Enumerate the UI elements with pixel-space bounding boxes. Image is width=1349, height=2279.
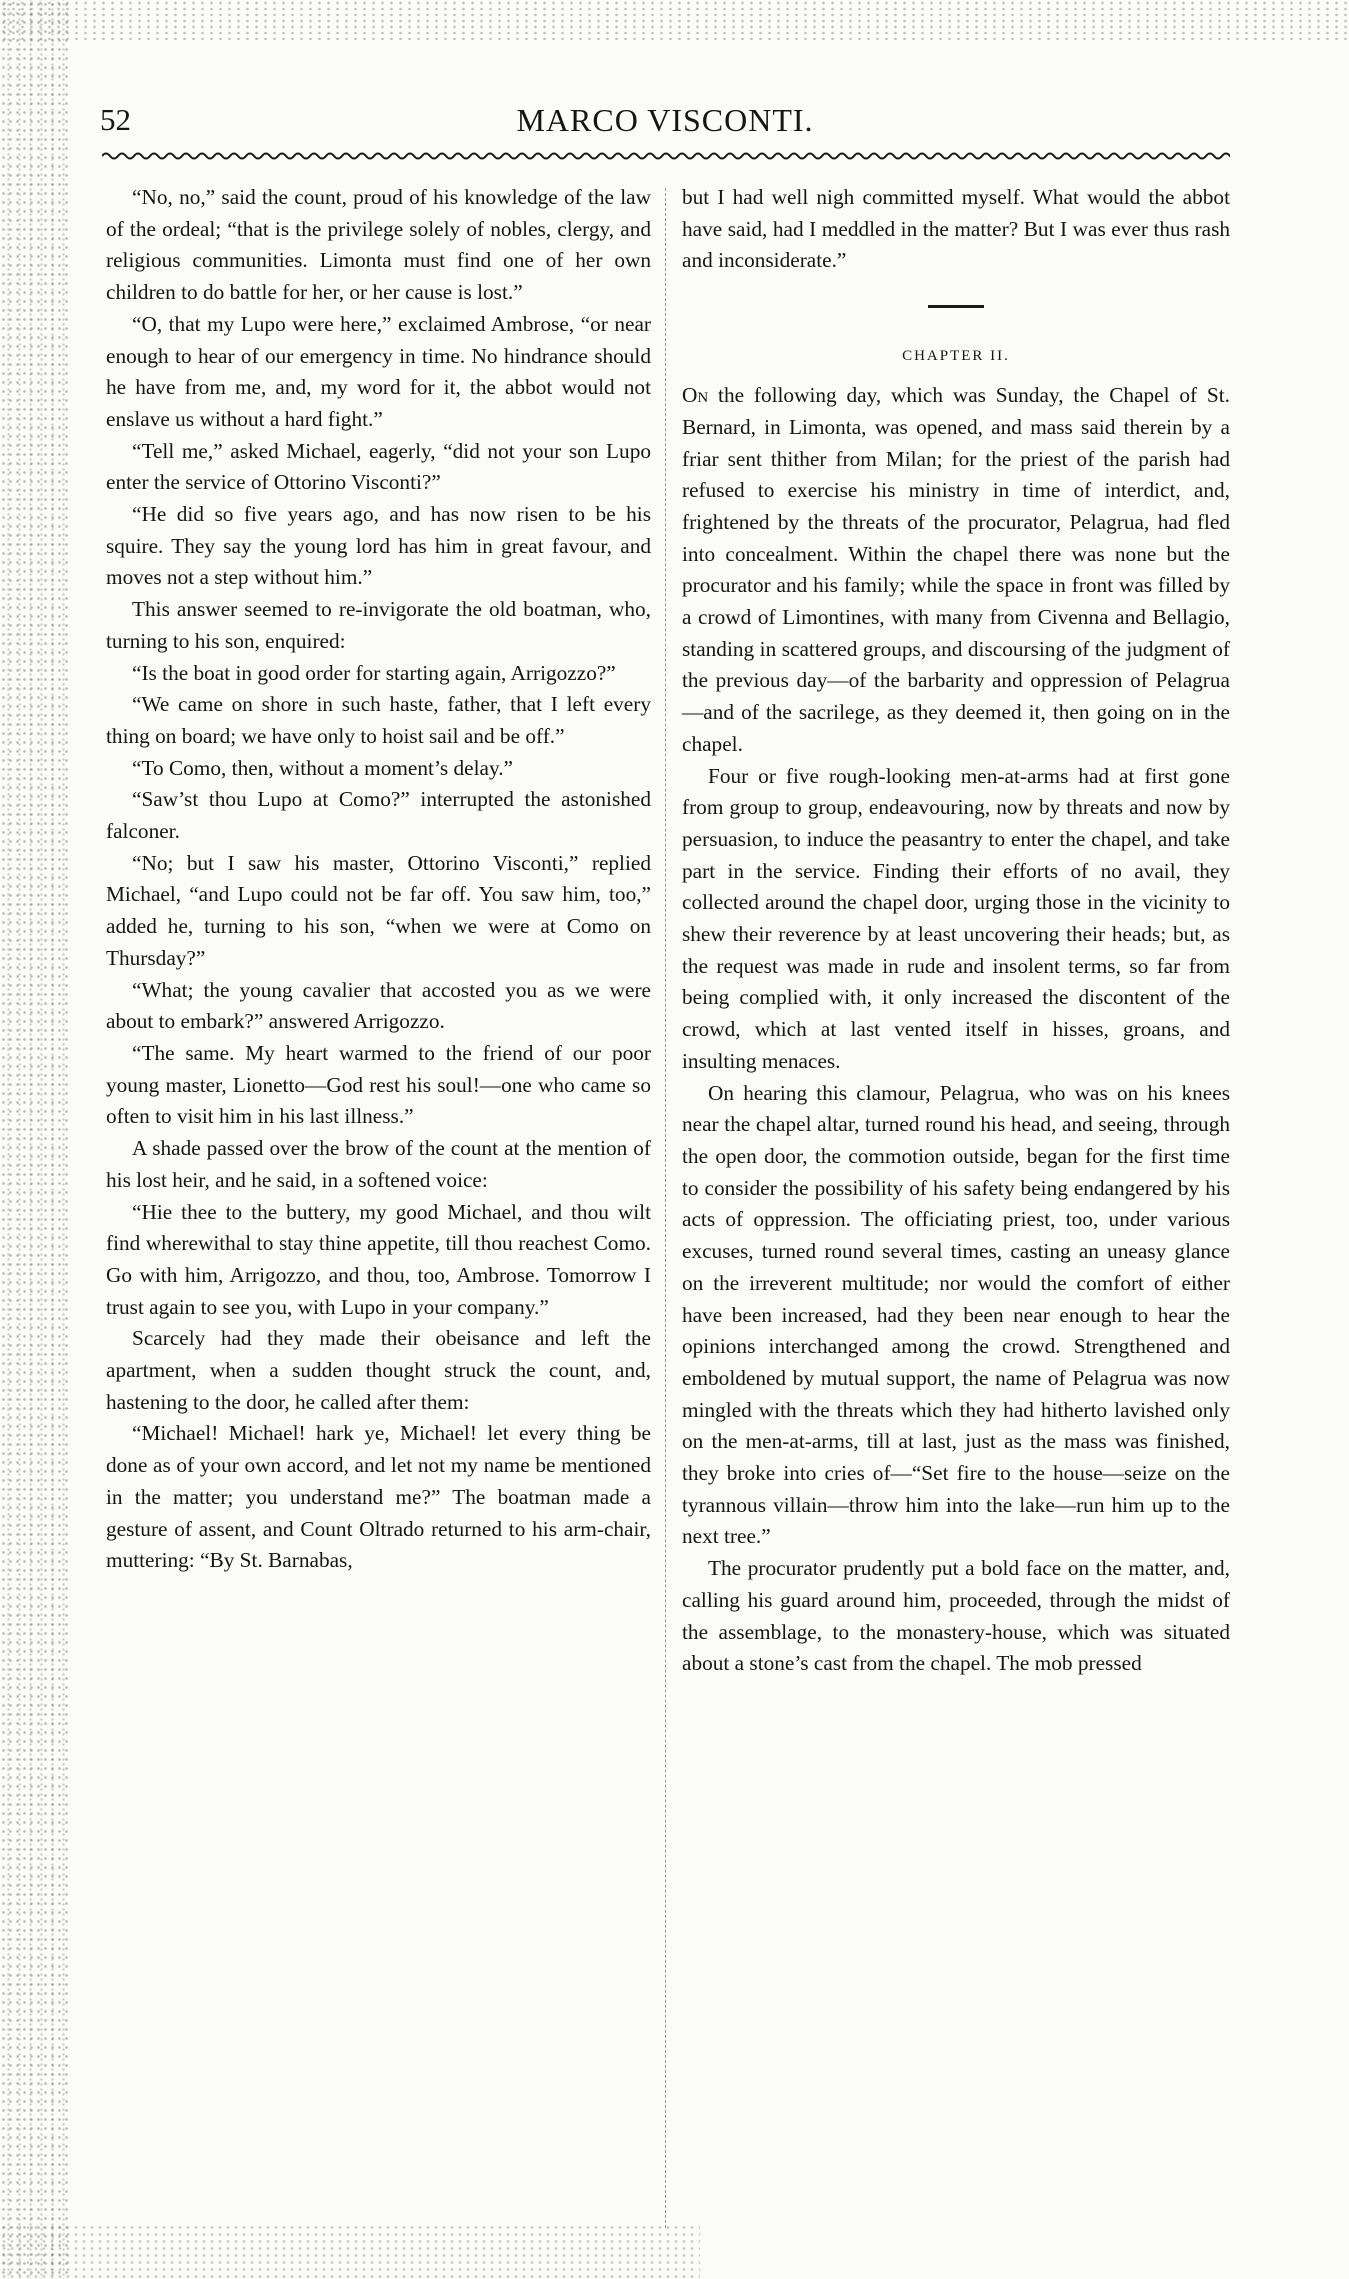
paragraph: “We came on shore in such haste, father, that I left every thing on board; we have only to hoist sail and be off.” [106, 692, 651, 748]
paragraph: A shade passed over the brow of the count at the mention of his lost heir, and he said, in a softened voice: [106, 1136, 651, 1192]
paragraph: “Saw’st thou Lupo at Como?” interrupted the astonished falconer. [106, 787, 651, 844]
continued-paragraph: but I had well nigh committed myself. What would the abbot have said, had I meddled in the matter? But I was ever thus rash and inconsiderate.” [682, 185, 1230, 273]
left-column [106, 182, 651, 1577]
paragraph: “O, that my Lupo were here,” exclaimed Ambrose, “or near enough to hear of our emergency in time. No hindrance should he have from me, and, my word for it, the abbot would not enslave us without a hard fight.” [106, 311, 651, 431]
page-number: 52 [100, 102, 131, 137]
paragraph: This answer seemed to re-invigorate the old boatman, who, turning to his son, enquired: [106, 597, 651, 653]
opening-word: On [682, 383, 709, 408]
opening-paragraph-text: the following day, which was Sunday, the Chapel of St. Bernard, in Limonta, was opened, and mass said therein by a friar sent thither from Milan; for the priest of the parish had refused to exercise his ministry in time of interdict, and, frightened by the threats of the procurator, Pelagrua, had fled into concealment. Within the chapel there was none but the procurator and his family; while the space in front was filled by a crowd of Limontines, with many from Civenna and Bellagio, standing in scattered groups, and discoursing of the judgment of the previous day—of the barbarity and oppression of Pelagrua—and of the sacrilege, as they deemed it, then going on in the chapel. [682, 383, 1230, 756]
paragraph: “No; but I saw his master, Ottorino Visconti,” replied Michael, “and Lupo could not be far off. You saw him, too,” added he, turning to his son, “when we were at Como on Thursday?” [106, 850, 651, 970]
scan-noise-top [0, 0, 1349, 40]
paragraph: “Michael! Michael! hark ye, Michael! let every thing be done as of your own accord, and let not my name be mentioned in the matter; you understand me?” The boatman made a gesture of assent, and Count Oltrado returned to his arm-chair, muttering: “By St. Barnabas, [106, 1421, 651, 1573]
scan-noise-left [0, 0, 70, 2279]
paragraph: “He did so five years ago, and has now risen to be his squire. They say the young lord has him in great favour, and moves not a step without him.” [106, 502, 651, 590]
right-column [682, 182, 1230, 1680]
paragraph: “Tell me,” asked Michael, eagerly, “did not your son Lupo enter the service of Ottorino Visconti?” [106, 438, 651, 495]
chapter-opening-paragraph [682, 380, 1230, 760]
paragraph: “The same. My heart warmed to the friend of our poor young master, Lionetto—God rest his soul!—one who came so often to visit him in his last illness.” [106, 1040, 651, 1129]
column-divider [665, 188, 666, 2228]
paragraph: “To Como, then, without a moment’s delay.” [132, 755, 513, 780]
paragraph: “Hie thee to the buttery, my good Michael, and thou wilt find wherewithal to stay thine appetite, till thou reachest Como. Go with him, Arrigozzo, and thou, too, Ambrose. Tomorrow I trust again to see you, with Lupo in your company.” [106, 1199, 651, 1319]
paragraph: “No, no,” said the count, proud of his knowledge of the law of the ordeal; “that is the privilege solely of nobles, clergy, and religious communities. Limonta must find one of her own children to do battle for her, or her cause is lost.” [106, 185, 651, 305]
section-rule [928, 305, 984, 308]
paragraph: “Is the boat in good order for starting again, Arrigozzo?” [132, 660, 616, 685]
paragraph: Four or five rough-looking men-at-arms had at first gone from group to group, endeavouring, now by threats and now by persuasion, to induce the peasantry to enter the chapel, and take part in the service. Finding their efforts of no avail, they collected around the chapel door, urging those in the vicinity to shew their reverence by at least uncovering their heads; but, as the request was made in rude and insolent terms, so far from being complied with, it only increased the discontent of the crowd, which at last vented itself in hisses, groans, and insulting menaces. [682, 763, 1230, 1073]
chapter-heading: CHAPTER II. [902, 348, 1010, 365]
paragraph: Scarcely had they made their obeisance and left the apartment, when a sudden thought struck the count, and, hastening to the door, he called after them: [106, 1326, 651, 1414]
running-title: MARCO VISCONTI. [516, 102, 814, 138]
header-wavy-rule [102, 150, 1230, 162]
paragraph: On hearing this clamour, Pelagrua, who was on his knees near the chapel altar, turned round his head, and seeing, through the open door, the commotion outside, began for the first time to consider the possibility of his safety being endangered by his acts of oppression. The officiating priest, too, under various excuses, turned round several times, casting an uneasy glance on the irreverent multitude; nor would the comfort of either have been increased, had they been near enough to hear the opinions interchanged among the crowd. Strengthened and emboldened by mutual support, the name of Pelagrua was now mingled with the threats which they had hitherto lavished only on the men-at-arms, till at last, just as the mass was finished, they broke into cries of—“Set fire to the house—seize on the tyrannous villain—throw him into the lake—run him up to the next tree.” [682, 1080, 1230, 1549]
scan-noise-bottom [0, 2224, 700, 2279]
running-head [100, 100, 1230, 150]
paragraph: “What; the young cavalier that accosted you as we were about to embark?” answered Arrigozzo. [106, 977, 651, 1034]
paragraph: The procurator prudently put a bold face on the matter, and, calling his guard around him, proceeded, through the midst of the assemblage, to the monastery-house, which was situated about a stone’s cast from the chapel. The mob pressed [682, 1556, 1230, 1676]
